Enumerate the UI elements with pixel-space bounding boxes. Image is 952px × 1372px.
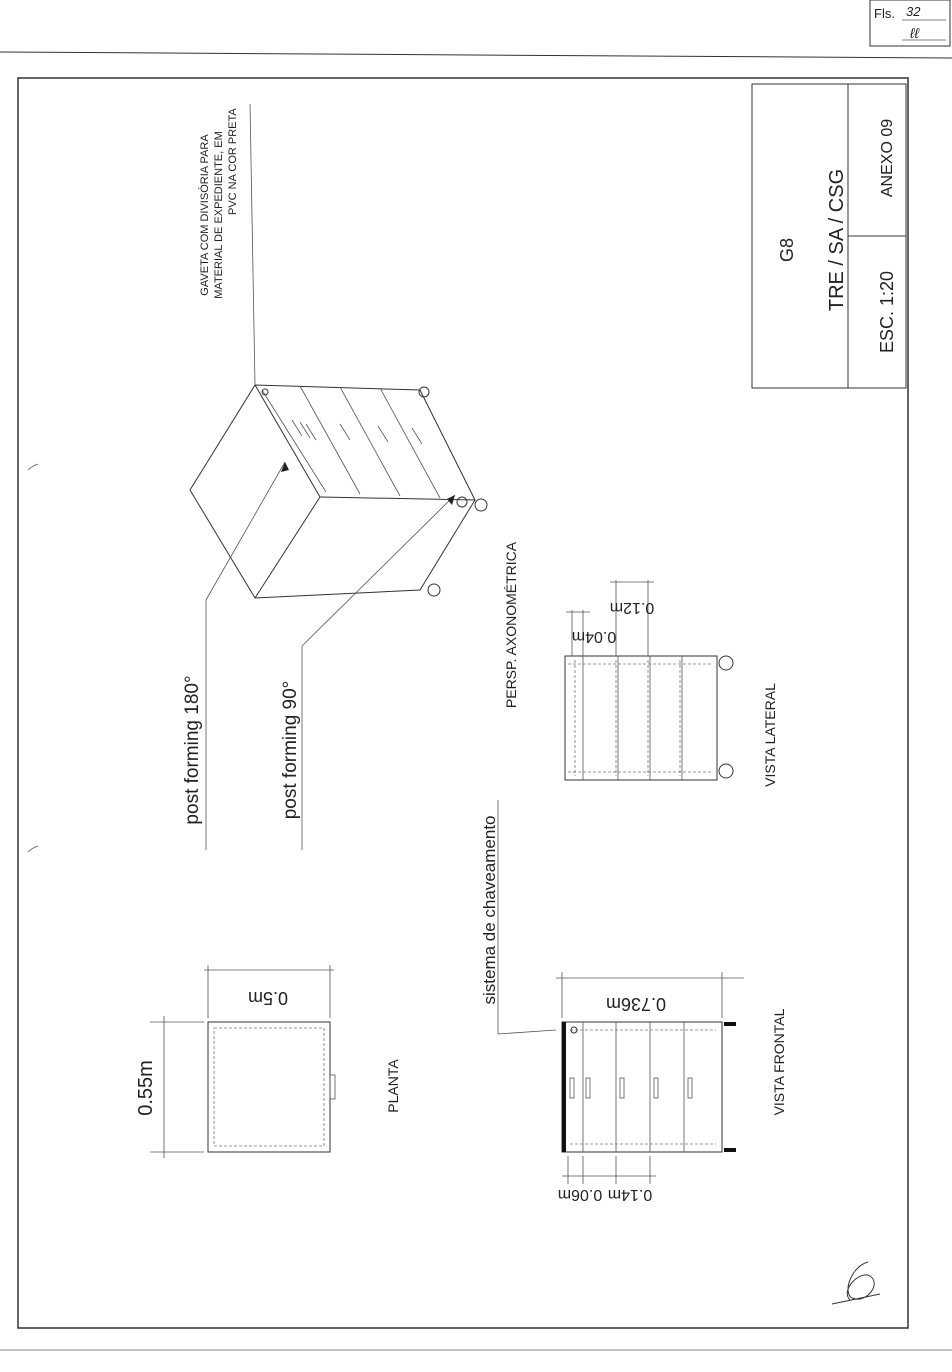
plan-dim-width: 0.5m: [247, 988, 289, 1008]
frontal-view: [480, 800, 787, 1203]
frontal-dim-width: 0.736m: [605, 994, 667, 1014]
axonometric-caption: PERSP. AXONOMÉTRICA: [503, 541, 519, 709]
frontal-dim-a: 0.14m: [607, 1186, 653, 1203]
folio-initials: ℓℓ: [910, 25, 920, 41]
post-forming-180-label: post forming 180°: [182, 675, 203, 825]
drawer-note-line3: PVC NA COR PRETA: [227, 108, 239, 215]
folio-number: 32: [906, 4, 921, 19]
frontal-dim-b: 0.06m: [557, 1186, 603, 1203]
folio-label: Fls.: [874, 6, 895, 21]
folio-stamp: [870, 0, 950, 46]
top-rule: [0, 52, 952, 58]
axonometric-view: [182, 104, 519, 850]
title-code: G8: [777, 237, 797, 263]
plan-view: [135, 965, 401, 1158]
post-forming-90-label: post forming 90°: [280, 680, 301, 820]
title-block: [752, 84, 906, 388]
drawer-note-line2: MATERIAL DE EXPEDIENTE, EM: [213, 131, 225, 299]
lock-system-label: sistema de chaveamento: [480, 815, 499, 1005]
title-annex: ANEXO 09: [879, 118, 896, 198]
plan-caption: PLANTA: [385, 1059, 401, 1113]
scan-marks: [28, 464, 38, 852]
frontal-caption: VISTA FRONTAL: [771, 1008, 787, 1116]
signature-mark: [832, 1262, 880, 1304]
lateral-dim-a: 0.04m: [571, 628, 617, 645]
drawer-note-line1: GAVETA COM DIVISÓRIA PARA: [199, 134, 211, 296]
lateral-caption: VISTA LATERAL: [762, 683, 778, 787]
lateral-view: [565, 580, 778, 787]
title-org: TRE / SA / CSG: [826, 168, 848, 312]
lateral-dim-b: 0.12m: [609, 599, 655, 616]
title-scale: ESC. 1:20: [877, 270, 897, 354]
plan-dim-depth: 0.55m: [135, 1060, 157, 1116]
